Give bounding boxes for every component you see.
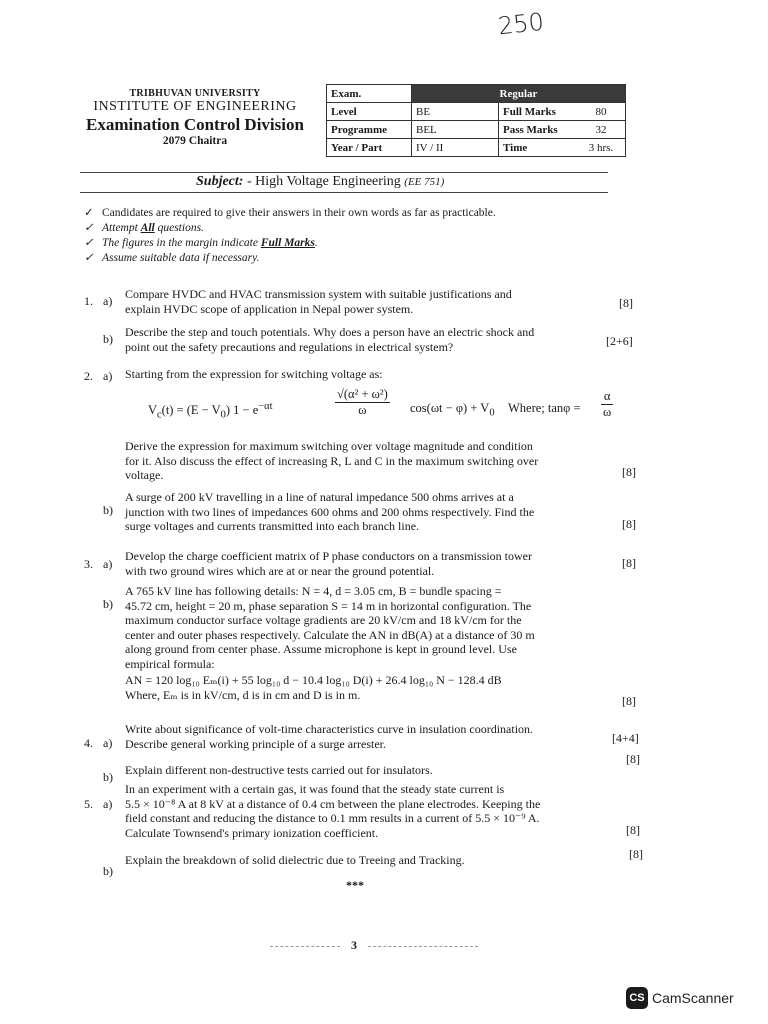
table-row — [327, 103, 626, 121]
question-5b: Explain the breakdown of solid dielectric due to Treeing and Tracking. — [125, 853, 465, 867]
camscanner-watermark — [626, 987, 734, 1009]
pass-marks-label: Pass Marks — [499, 121, 578, 139]
instruction-item: ✓ Attempt All questions. — [84, 222, 204, 234]
divider — [80, 192, 608, 193]
divider — [80, 172, 608, 173]
time-label: Time — [499, 139, 578, 157]
camscanner-label: CamScanner — [652, 990, 734, 1006]
instructions — [84, 206, 624, 266]
subject-label: Subject: — [196, 174, 244, 189]
page-number: 3 — [351, 938, 357, 952]
level-label: Level — [327, 103, 412, 121]
part-label: a) — [103, 294, 113, 308]
marks-label: [8] — [619, 296, 633, 310]
marks-label: [8] — [626, 752, 640, 766]
marks-label: [8] — [629, 847, 643, 861]
year-part-label: Year / Part — [327, 139, 412, 157]
question-number: 4. — [84, 736, 93, 750]
table-row — [327, 85, 626, 103]
noise-formula: AN = 120 log₁₀ Eₘ(i) + 55 log₁₀ d − 10.4 log₁₀ D(i) + 26.4 log₁₀ N − 128.4 dB — [125, 673, 502, 687]
switching-voltage-formula: $V_c(t) = (E - V_0) 1 - e^{-\alpha t}$ $\frac{\text{√(α² + ω²)}}{\omega}$ $\cos(\omega t - \varphi) + V_0$ Where; tanφ = $\frac{\alpha}{\omega}$ — [148, 387, 612, 421]
part-label: b) — [103, 503, 113, 517]
question-4b: Explain different non-destructive tests carried out for insulators. — [125, 763, 433, 777]
check-icon: ✓ — [84, 252, 94, 264]
part-label: b) — [103, 332, 113, 346]
part-label: b) — [103, 864, 113, 878]
question-1b: Describe the step and touch potentials. Why does a person have an electric shock and point out the safety precautions and regulations in electrical system? — [125, 325, 535, 354]
instruction-item: ✓ Candidates are required to give their answers in their own words as far as practicable. — [84, 207, 496, 219]
question-2a-intro: Starting from the expression for switching voltage as: — [125, 367, 383, 381]
marks-label: [8] — [622, 694, 636, 708]
programme-value: BEL — [412, 121, 499, 139]
subject-code: (EE 751) — [404, 176, 445, 188]
check-icon: ✓ — [84, 237, 94, 249]
part-label: b) — [103, 597, 113, 611]
exam-header — [70, 88, 320, 147]
divider — [368, 946, 478, 947]
marks-label: [4+4] — [612, 731, 639, 745]
marks-label: [8] — [626, 823, 640, 837]
end-marker: *** — [346, 878, 364, 892]
handwritten-note: 250 — [496, 7, 546, 41]
division-name: Examination Control Division — [86, 115, 304, 134]
question-number: 2. — [84, 369, 93, 383]
check-icon: ✓ — [84, 207, 94, 219]
part-label: a) — [103, 797, 113, 811]
institute-name: INSTITUTE OF ENGINEERING — [93, 99, 297, 114]
question-4a: Write about significance of volt-time characteristics curve in insulation coordination. Describe general working principle of a surge arrester. — [125, 722, 534, 751]
exam-info-table — [326, 84, 626, 157]
question-number: 5. — [84, 797, 93, 811]
marks-label: [8] — [622, 556, 636, 570]
instruction-item: ✓ Assume suitable data if necessary. — [84, 252, 260, 264]
exam-type: Regular — [412, 85, 626, 103]
marks-label: [8] — [622, 465, 636, 479]
table-row — [327, 139, 626, 157]
question-2a: Derive the expression for maximum switching over voltage magnitude and condition for it. Also discuss the effect of increasing R, L and C in the maximum switching over voltage. — [125, 439, 539, 482]
time-value: 3 hrs. — [577, 139, 626, 157]
formula-fraction: $\frac{\alpha}{\omega}$ — [603, 389, 612, 419]
question-2b: A surge of 200 kV travelling in a line of natural impedance 500 ohms arrives at a junction with two lines of impedances 600 ohms and 200 ohms respectively. Find the surge voltages and currents transmitted into each branch line. — [125, 490, 535, 533]
part-label: b) — [103, 770, 113, 784]
marks-label: [2+6] — [606, 334, 633, 348]
pass-marks-value: 32 — [577, 121, 626, 139]
question-3b: A 765 kV line has following details: N = 4, d = 3.05 cm, B = bundle spacing = 45.72 cm, height = 20 m, phase separation S = 14 m in horizontal configuration. The maximum conductor surface voltage gradients are 20 kV/cm and 18 kV/cm for the center and outer phases respectively. Calculate the AN in dB(A) at a distance of 30 m along ground from center phase. Assume microphone is kept in ground level. Use empirical formula: AN = 120 log₁₀ Eₘ(i) + 55 log₁₀ d − 10.4 log₁₀ D(i) + 26.4 log₁₀ N − 128.4 dB Where, Eₘ is in kV/cm, d is in cm and D is in m. — [125, 584, 615, 702]
subject-line — [196, 174, 444, 190]
year-part-value: IV / II — [412, 139, 499, 157]
check-icon: ✓ — [84, 222, 94, 234]
programme-label: Programme — [327, 121, 412, 139]
level-value: BE — [412, 103, 499, 121]
subject-name: - High Voltage Engineering — [246, 174, 401, 189]
exam-session: 2079 Chaitra — [162, 135, 228, 147]
exam-label: Exam. — [327, 85, 412, 103]
question-5a: In an experiment with a certain gas, it was found that the steady state current is 5.5 × 10⁻⁸ A at 8 kV at a distance of 0.4 cm between the plane electrodes. Keeping the field constant and reducing the distance to 0.1 mm results in a current of 5.5 × 10⁻⁹ A. Calculate Townsend's primary ionization coefficient. — [125, 782, 541, 840]
instruction-item: ✓ The figures in the margin indicate Full Marks. — [84, 237, 318, 249]
formula-fraction: $\frac{\text{√(α² + ω²)}}{\omega}$ — [337, 387, 388, 417]
question-1a: Compare HVDC and HVAC transmission system with suitable justifications and explain HVDC scope of application in Nepal power system. — [125, 287, 512, 316]
marks-label: [8] — [622, 517, 636, 531]
part-label: a) — [103, 557, 113, 571]
full-marks-value: 80 — [577, 103, 626, 121]
table-row — [327, 121, 626, 139]
part-label: a) — [103, 736, 113, 750]
university-name: TRIBHUVAN UNIVERSITY — [129, 88, 261, 99]
question-3a: Develop the charge coefficient matrix of P phase conductors on a transmission tower with two ground wires which are at or near the ground potential. — [125, 549, 532, 578]
part-label: a) — [103, 369, 113, 383]
camscanner-logo-icon: CS — [626, 987, 648, 1009]
divider — [270, 946, 340, 947]
full-marks-label: Full Marks — [499, 103, 578, 121]
question-number: 3. — [84, 557, 93, 571]
question-number: 1. — [84, 294, 93, 308]
